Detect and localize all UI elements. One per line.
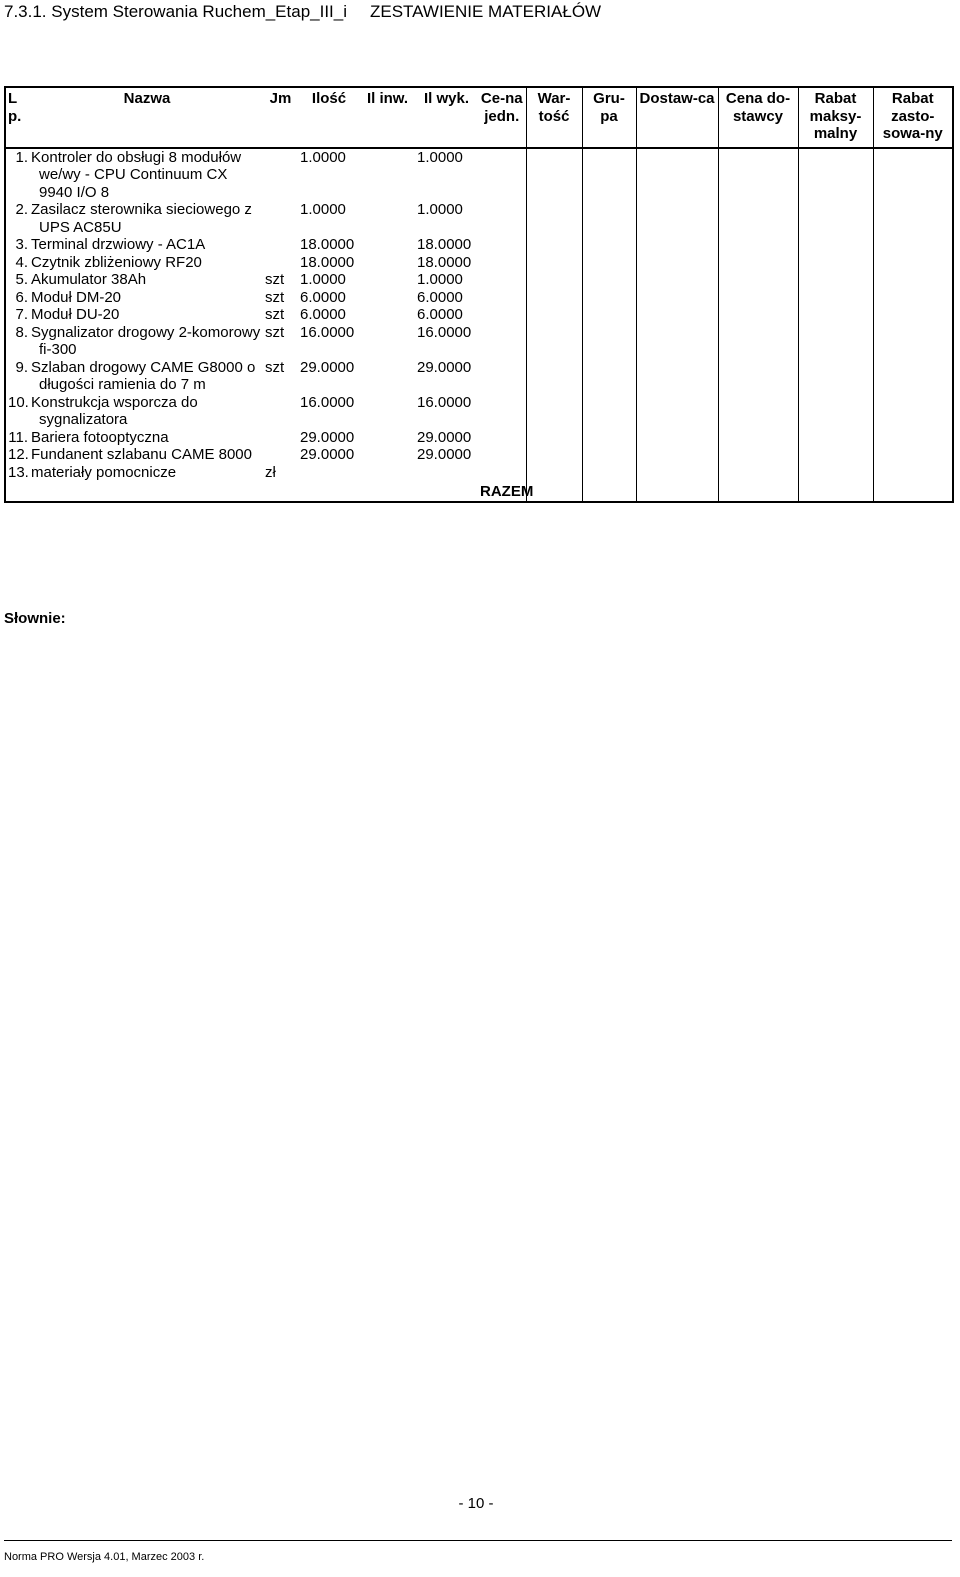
cell-lp: 7. bbox=[5, 306, 31, 324]
cell-unit: zł bbox=[265, 463, 276, 481]
cell-inv bbox=[360, 464, 415, 482]
cell-value bbox=[526, 306, 582, 324]
table-header-row bbox=[5, 87, 953, 148]
cell-exec: 1.0000 bbox=[417, 201, 463, 218]
cell-lp: 6. bbox=[5, 289, 31, 307]
table-row bbox=[5, 148, 953, 202]
cell-unit-price bbox=[478, 148, 526, 202]
cell-supplier bbox=[636, 201, 718, 236]
cell-inv bbox=[360, 289, 415, 307]
footer-divider bbox=[4, 1540, 952, 1541]
cell-unit-price bbox=[478, 254, 526, 272]
table-row bbox=[5, 289, 953, 307]
cell-value bbox=[526, 236, 582, 254]
cell-lp: 12. bbox=[5, 446, 31, 464]
cell-name: Terminal drzwiowy - AC1A bbox=[31, 236, 206, 253]
cell-qty: 29.0000 bbox=[300, 446, 355, 463]
col-header-lp: L p. bbox=[5, 87, 31, 148]
cell-group bbox=[582, 394, 636, 429]
cell-qty: 1.0000 bbox=[300, 148, 346, 166]
table-body bbox=[5, 148, 953, 502]
cell-value bbox=[526, 394, 582, 429]
cell-group bbox=[582, 201, 636, 236]
table-row bbox=[5, 201, 953, 236]
cell-value bbox=[526, 359, 582, 394]
cell-unit-price bbox=[478, 236, 526, 254]
cell-group bbox=[582, 446, 636, 464]
cell-supplier bbox=[636, 236, 718, 254]
project-title: 7.3.1. System Sterowania Ruchem_Etap_III_i bbox=[4, 2, 348, 21]
cell-group bbox=[582, 429, 636, 447]
cell-group bbox=[582, 289, 636, 307]
col-header-applied-discount: Rabat zasto-sowa-ny bbox=[873, 87, 953, 148]
cell-supplier-price bbox=[718, 446, 798, 464]
footer-text: Norma PRO Wersja 4.01, Marzec 2003 r. bbox=[4, 1551, 205, 1563]
cell-max-discount bbox=[798, 236, 873, 254]
cell-unit-price bbox=[478, 306, 526, 324]
cell-max-discount bbox=[798, 446, 873, 464]
cell-inv bbox=[360, 324, 415, 359]
cell-inv bbox=[360, 394, 415, 429]
cell-supplier bbox=[636, 359, 718, 394]
cell-group bbox=[582, 464, 636, 482]
cell-unit-price bbox=[478, 324, 526, 359]
cell-value bbox=[526, 201, 582, 236]
col-header-inv: Il inw. bbox=[360, 87, 415, 148]
cell-applied-discount bbox=[873, 446, 953, 464]
cell-lp: 11. bbox=[5, 429, 31, 447]
cell-lp: 10. bbox=[5, 394, 31, 429]
cell-max-discount bbox=[798, 289, 873, 307]
cell-value bbox=[526, 324, 582, 359]
cell-name: Moduł DM-20 bbox=[31, 288, 122, 306]
cell-applied-discount bbox=[873, 289, 953, 307]
cell-name: Szlaban drogowy CAME G8000 o długości ramienia do 7 m bbox=[31, 358, 256, 393]
cell-unit bbox=[263, 254, 298, 272]
cell-supplier-price bbox=[718, 429, 798, 447]
col-header-value: War-tość bbox=[526, 87, 582, 148]
cell-supplier bbox=[636, 464, 718, 482]
cell-name: Fundanent szlabanu CAME 8000 bbox=[31, 446, 252, 463]
cell-unit bbox=[263, 236, 298, 254]
table-row bbox=[5, 464, 953, 482]
materials-table bbox=[4, 86, 954, 503]
cell-supplier-price bbox=[718, 271, 798, 289]
cell-qty: 1.0000 bbox=[300, 271, 346, 288]
cell-inv bbox=[360, 429, 415, 447]
cell-unit bbox=[263, 201, 298, 236]
cell-inv bbox=[360, 359, 415, 394]
cell-unit-price bbox=[478, 429, 526, 447]
cell-exec: 6.0000 bbox=[417, 306, 463, 323]
cell-max-discount bbox=[798, 359, 873, 394]
cell-supplier-price bbox=[718, 359, 798, 394]
table-row bbox=[5, 271, 953, 289]
cell-group bbox=[582, 236, 636, 254]
cell-unit-price bbox=[478, 446, 526, 464]
cell-value bbox=[526, 429, 582, 447]
col-header-group: Gru-pa bbox=[582, 87, 636, 148]
col-header-max-discount: Rabat maksy-malny bbox=[798, 87, 873, 148]
cell-max-discount bbox=[798, 429, 873, 447]
table-row bbox=[5, 306, 953, 324]
cell-supplier bbox=[636, 289, 718, 307]
cell-lp: 1. bbox=[5, 148, 31, 202]
cell-unit bbox=[263, 446, 298, 464]
cell-exec: 29.0000 bbox=[417, 358, 472, 376]
cell-exec: 16.0000 bbox=[417, 393, 472, 411]
cell-supplier bbox=[636, 271, 718, 289]
page-number: - 10 - bbox=[458, 1495, 494, 1512]
cell-unit bbox=[263, 394, 298, 429]
cell-applied-discount bbox=[873, 271, 953, 289]
cell-exec: 18.0000 bbox=[417, 236, 472, 253]
cell-inv bbox=[360, 236, 415, 254]
cell-inv bbox=[360, 306, 415, 324]
cell-qty: 18.0000 bbox=[300, 253, 355, 271]
cell-value bbox=[526, 446, 582, 464]
cell-lp: 8. bbox=[5, 324, 31, 359]
cell-lp: 5. bbox=[5, 271, 31, 289]
cell-applied-discount bbox=[873, 464, 953, 482]
cell-qty: 16.0000 bbox=[300, 323, 355, 341]
col-header-name: Nazwa bbox=[31, 87, 263, 148]
total-label: RAZEM bbox=[480, 483, 534, 500]
cell-value bbox=[526, 254, 582, 272]
cell-qty: 16.0000 bbox=[300, 393, 355, 411]
cell-max-discount bbox=[798, 464, 873, 482]
col-header-unit: Jm bbox=[263, 87, 298, 148]
table-row bbox=[5, 359, 953, 394]
cell-applied-discount bbox=[873, 359, 953, 394]
table-row bbox=[5, 394, 953, 429]
cell-qty bbox=[298, 464, 360, 482]
cell-max-discount bbox=[798, 324, 873, 359]
cell-value bbox=[526, 271, 582, 289]
cell-exec bbox=[415, 464, 478, 482]
page-header bbox=[4, 2, 956, 22]
cell-group bbox=[582, 359, 636, 394]
cell-qty: 29.0000 bbox=[300, 358, 355, 376]
cell-qty: 1.0000 bbox=[300, 201, 346, 218]
cell-applied-discount bbox=[873, 201, 953, 236]
cell-max-discount bbox=[798, 271, 873, 289]
cell-supplier-price bbox=[718, 201, 798, 236]
cell-max-discount bbox=[798, 254, 873, 272]
table-row bbox=[5, 429, 953, 447]
cell-qty: 29.0000 bbox=[300, 428, 355, 446]
cell-unit-price bbox=[478, 271, 526, 289]
cell-unit-price bbox=[478, 394, 526, 429]
cell-value bbox=[526, 464, 582, 482]
cell-group bbox=[582, 148, 636, 202]
cell-applied-discount bbox=[873, 429, 953, 447]
cell-max-discount bbox=[798, 201, 873, 236]
cell-name: materiały pomocnicze bbox=[31, 463, 177, 481]
cell-max-discount bbox=[798, 306, 873, 324]
col-header-qty: Ilość bbox=[298, 87, 360, 148]
cell-lp: 2. bbox=[5, 201, 31, 236]
cell-group bbox=[582, 254, 636, 272]
cell-inv bbox=[360, 446, 415, 464]
cell-unit-price bbox=[478, 201, 526, 236]
cell-applied-discount bbox=[873, 254, 953, 272]
total-row bbox=[5, 481, 953, 502]
cell-name: Czytnik zbliżeniowy RF20 bbox=[31, 253, 202, 271]
col-header-supplier: Dostaw-ca bbox=[636, 87, 718, 148]
table-row bbox=[5, 254, 953, 272]
cell-supplier-price bbox=[718, 148, 798, 202]
cell-unit-price bbox=[478, 359, 526, 394]
cell-value bbox=[526, 148, 582, 202]
cell-applied-discount bbox=[873, 236, 953, 254]
cell-inv bbox=[360, 271, 415, 289]
cell-qty: 6.0000 bbox=[300, 306, 346, 323]
cell-exec: 29.0000 bbox=[417, 428, 472, 446]
cell-exec: 18.0000 bbox=[417, 253, 472, 271]
cell-qty: 6.0000 bbox=[300, 288, 346, 306]
cell-name: Zasilacz sterownika sieciowego z UPS AC85U bbox=[31, 201, 252, 236]
cell-lp: 9. bbox=[5, 359, 31, 394]
cell-name: Bariera fotooptyczna bbox=[31, 428, 169, 446]
cell-value bbox=[526, 289, 582, 307]
cell-unit: szt bbox=[265, 288, 285, 306]
cell-unit: szt bbox=[265, 323, 285, 341]
cell-unit: szt bbox=[265, 306, 285, 323]
cell-qty: 18.0000 bbox=[300, 236, 355, 253]
col-header-supplier-price: Cena do-stawcy bbox=[718, 87, 798, 148]
cell-supplier-price bbox=[718, 236, 798, 254]
cell-exec: 1.0000 bbox=[417, 271, 463, 288]
cell-lp: 3. bbox=[5, 236, 31, 254]
cell-supplier-price bbox=[718, 289, 798, 307]
cell-unit-price bbox=[478, 464, 526, 482]
col-header-unit-price: Ce-na jedn. bbox=[478, 87, 526, 148]
cell-supplier bbox=[636, 446, 718, 464]
cell-name: Kontroler do obsługi 8 modułów we/wy - CPU Continuum CX 9940 I/O 8 bbox=[31, 148, 242, 201]
cell-lp: 4. bbox=[5, 254, 31, 272]
cell-name: Konstrukcja wsporcza do sygnalizatora bbox=[31, 393, 198, 428]
cell-supplier bbox=[636, 324, 718, 359]
cell-inv bbox=[360, 148, 415, 202]
table-row bbox=[5, 446, 953, 464]
slownie-label: Słownie: bbox=[4, 610, 66, 627]
cell-lp: 13. bbox=[5, 464, 31, 482]
table-row bbox=[5, 236, 953, 254]
cell-name: Akumulator 38Ah bbox=[31, 271, 147, 288]
cell-supplier-price bbox=[718, 464, 798, 482]
cell-name: Sygnalizator drogowy 2-komorowy fi-300 bbox=[31, 323, 261, 358]
cell-name: Moduł DU-20 bbox=[31, 306, 120, 323]
cell-inv bbox=[360, 201, 415, 236]
document-title: ZESTAWIENIE MATERIAŁÓW bbox=[370, 2, 602, 21]
cell-supplier bbox=[636, 429, 718, 447]
cell-group bbox=[582, 271, 636, 289]
cell-supplier bbox=[636, 254, 718, 272]
cell-unit bbox=[263, 429, 298, 447]
table-row bbox=[5, 324, 953, 359]
cell-exec: 29.0000 bbox=[417, 446, 472, 463]
cell-unit: szt bbox=[265, 271, 285, 288]
cell-unit: szt bbox=[265, 358, 285, 376]
col-header-exec: Il wyk. bbox=[415, 87, 478, 148]
cell-supplier-price bbox=[718, 254, 798, 272]
cell-unit-price bbox=[478, 289, 526, 307]
cell-applied-discount bbox=[873, 394, 953, 429]
cell-max-discount bbox=[798, 148, 873, 202]
cell-applied-discount bbox=[873, 324, 953, 359]
cell-supplier bbox=[636, 148, 718, 202]
cell-applied-discount bbox=[873, 148, 953, 202]
cell-exec: 6.0000 bbox=[417, 288, 463, 306]
cell-applied-discount bbox=[873, 306, 953, 324]
cell-supplier bbox=[636, 306, 718, 324]
cell-exec: 1.0000 bbox=[417, 148, 463, 166]
cell-group bbox=[582, 324, 636, 359]
cell-supplier-price bbox=[718, 394, 798, 429]
cell-inv bbox=[360, 254, 415, 272]
cell-exec: 16.0000 bbox=[417, 323, 472, 341]
cell-supplier-price bbox=[718, 324, 798, 359]
cell-max-discount bbox=[798, 394, 873, 429]
cell-supplier-price bbox=[718, 306, 798, 324]
cell-group bbox=[582, 306, 636, 324]
cell-unit bbox=[263, 148, 298, 202]
cell-supplier bbox=[636, 394, 718, 429]
